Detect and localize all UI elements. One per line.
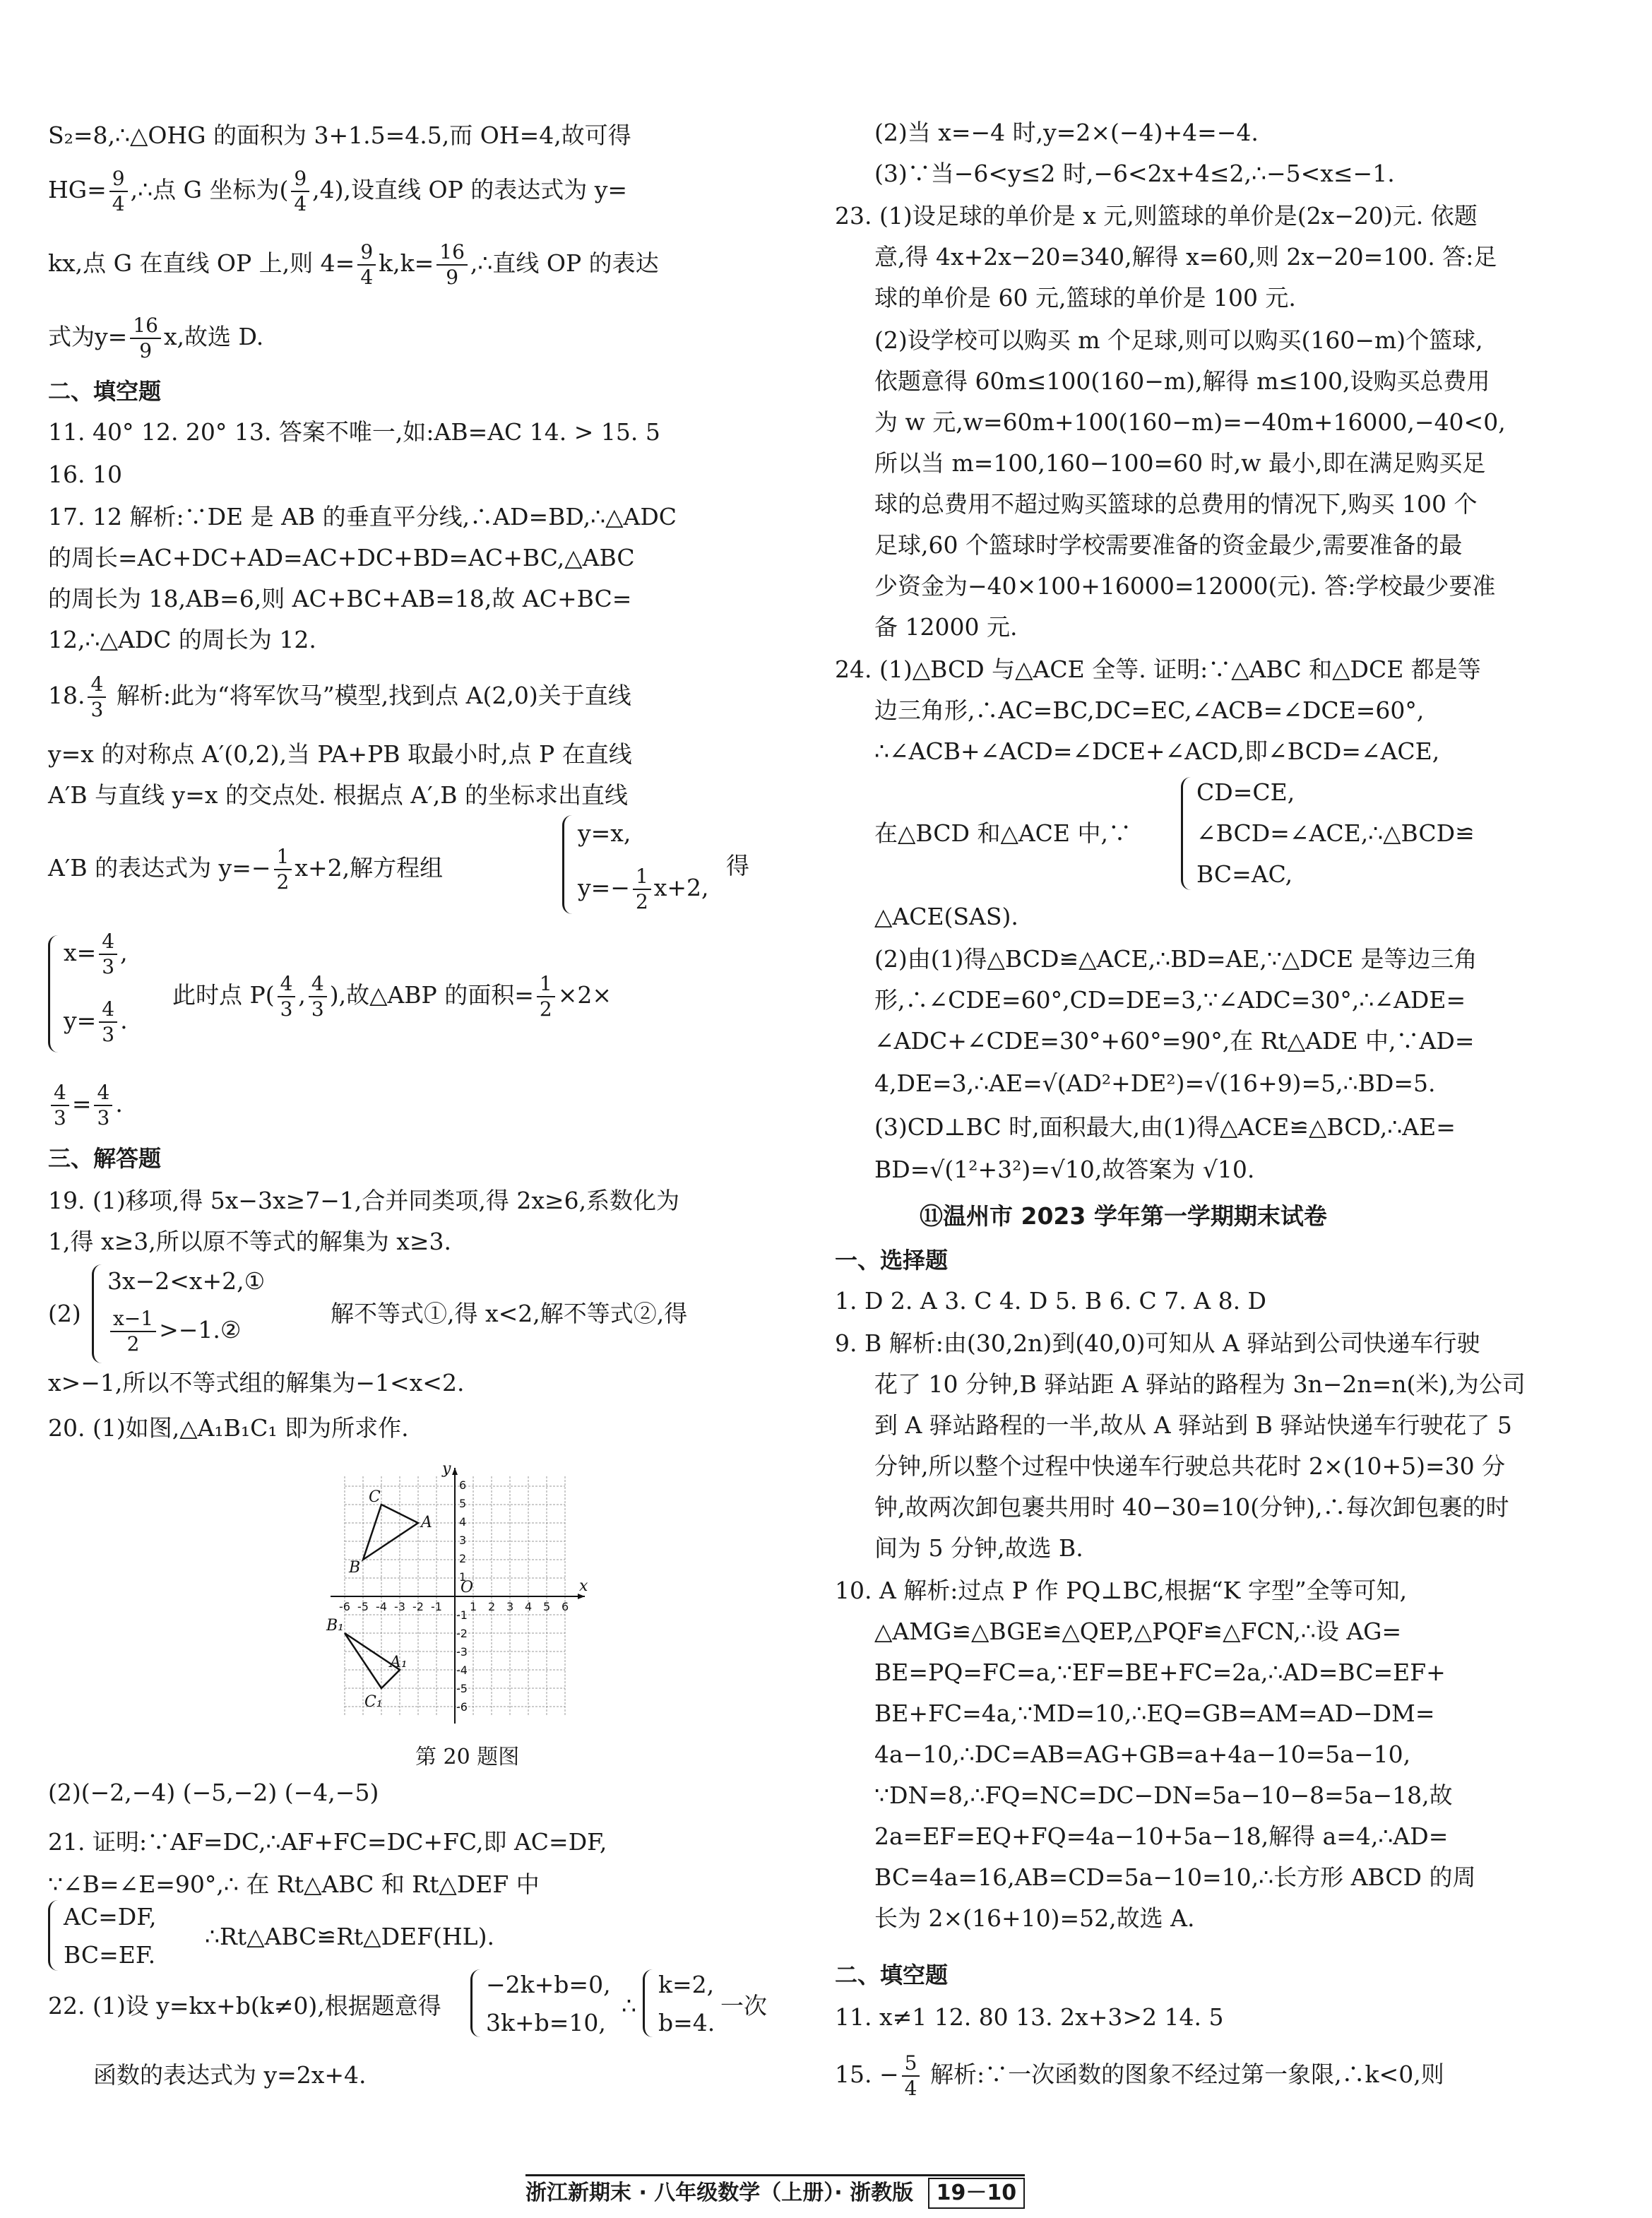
text-line: 1,得 x≥3,所以原不等式的解集为 x≥3. [48, 1228, 451, 1255]
text-line: ∴Rt△ABC≌Rt△DEF(HL). [205, 1923, 494, 1950]
svg-text:-3: -3 [394, 1600, 405, 1613]
svg-text:-5: -5 [357, 1600, 369, 1613]
svg-text:B: B [349, 1559, 361, 1577]
text-line: (2)当 x=−4 时,y=2×(−4)+4=−4. [874, 119, 1259, 146]
footer-title: 浙江新期末 · 八年级数学（上册）· 浙教版 [525, 2181, 914, 2205]
section-heading: 一、选择题 [835, 1247, 949, 1274]
text-line: kx,点 G 在直线 OP 上,则 4= $\frac{9}{4}$ k,k= $\frac{16}{9}$ ,∴直线 OP 的表达 [48, 240, 659, 289]
text-line: 23. (1)设足球的单价是 x 元,则篮球的单价是(2x−20)元. 依题 [835, 202, 1478, 230]
text-line: (3)CD⊥BC 时,面积最大,由(1)得△ACE≌△BCD,∴AE= [874, 1113, 1456, 1141]
text-line: 16. 10 [48, 461, 122, 488]
text-line: 钟,故两次卸包裹共用时 40−30=10(分钟),∴每次卸包裹的时 [874, 1493, 1509, 1521]
text-line: 4,DE=3,∴AE=√(AD²+DE²)=√(16+9)=5,∴BD=5. [874, 1069, 1436, 1097]
text-line: 解不等式①,得 x<2,解不等式②,得 [331, 1300, 688, 1327]
text-line: 到 A 驿站路程的一半,故从 A 驿站到 B 驿站快递车行驶花了 5 [874, 1411, 1512, 1439]
text-line: 22. (1)设 y=kx+b(k≠0),根据题意得 [48, 1992, 441, 2020]
text-line: 函数的表达式为 y=2x+4. [93, 2061, 367, 2089]
text-line: ∴∠ACB+∠ACD=∠DCE+∠ACD,即∠BCD=∠ACE, [874, 737, 1440, 765]
text-line: 依题意得 60m≤100(160−m),解得 m≤100,设购买总费用 [874, 367, 1490, 395]
svg-text:4: 4 [459, 1515, 467, 1529]
text-line: 11. x≠1 12. 80 13. 2x+3>2 14. 5 [835, 2003, 1224, 2031]
svg-text:6: 6 [561, 1600, 569, 1613]
figure-caption: 第 20 题图 [415, 1745, 520, 1769]
svg-text:A₁: A₁ [390, 1654, 408, 1671]
svg-text:3: 3 [506, 1600, 514, 1613]
text-line: 备 12000 元. [874, 613, 1018, 641]
text-line: 间为 5 分钟,故选 B. [874, 1534, 1083, 1562]
equation-system: 3x−2<x+2,① $\frac{x-1}{2}$ >−1.② [92, 1260, 332, 1366]
text-line: BC=4a=16,AB=CD=5a−10=10,∴长方形 ABCD 的周 [874, 1863, 1476, 1891]
text-line: (3)∵当−6<y≤2 时,−6<2x+4≤2,∴−5<x≤−1. [874, 160, 1395, 187]
equation-system: CD=CE, ∠BCD=∠ACE,∴△BCD≌ BC=AC, [1181, 771, 1548, 896]
text-line: BE=PQ=FC=a,∵EF=BE+FC=2a,∴AD=BC=EF+ [874, 1659, 1446, 1686]
svg-text:-5: -5 [456, 1682, 468, 1695]
text-line: 在△BCD 和△ACE 中,∵ [874, 819, 1131, 847]
fraction: $\frac{4}{3}$ [88, 672, 106, 722]
fraction: $\frac{16}{9}$ [130, 314, 161, 363]
text-line: 长为 2×(16+10)=52,故选 A. [874, 1904, 1195, 1932]
equation-system: AC=DF, BC=EF. [48, 1896, 189, 1974]
svg-text:-3: -3 [456, 1645, 468, 1659]
svg-text:-4: -4 [456, 1664, 468, 1677]
text-line: 边三角形,∴AC=BC,DC=EC,∠ACB=∠DCE=60°, [874, 696, 1425, 724]
svg-text:1: 1 [459, 1570, 467, 1584]
text-line: (2) [48, 1300, 81, 1327]
section-heading: 二、填空题 [835, 1962, 949, 1988]
y-axis-label: y [442, 1462, 451, 1478]
svg-text:5: 5 [543, 1600, 551, 1613]
equation-system: k=2, b=4. [643, 1964, 727, 2041]
fraction: $\frac{9}{4}$ [291, 167, 309, 216]
text-line: 形,∴∠CDE=60°,CD=DE=3,∵∠ADC=30°,∴∠ADE= [874, 986, 1466, 1014]
text-line: 9. B 解析:由(30,2n)到(40,0)可知从 A 驿站到公司快递车行驶 [835, 1329, 1480, 1357]
text-line: 19. (1)移项,得 5x−3x≥7−1,合并同类项,得 2x≥6,系数化为 [48, 1187, 680, 1214]
text-line: y=x 的对称点 A′(0,2),当 PA+PB 取最小时,点 P 在直线 [48, 740, 632, 768]
text-line: 意,得 4x+2x−20=340,解得 x=60,则 2x−20=100. 答:足 [874, 243, 1497, 271]
svg-text:1: 1 [470, 1600, 477, 1613]
svg-text:-1: -1 [431, 1600, 442, 1613]
text-line: 少资金为−40×100+16000=12000(元). 答:学校最少要准 [874, 572, 1496, 600]
x-axis-label: x [579, 1577, 588, 1595]
text-line: 2a=EF=EQ+FQ=4a−10+5a−18,解得 a=4,∴AD= [874, 1822, 1449, 1850]
svg-text:-1: -1 [456, 1608, 468, 1622]
equation-system: −2k+b=0, 3k+b=10, [470, 1964, 612, 2041]
text-line: (2)设学校可以购买 m 个足球,则可以购买(160−m)个篮球, [874, 326, 1483, 354]
svg-text:-6: -6 [456, 1700, 468, 1714]
text-line: 球的单价是 60 元,篮球的单价是 100 元. [874, 284, 1296, 312]
text-line: 4a−10,∴DC=AB=AG+GB=a+4a−10=5a−10, [874, 1740, 1411, 1768]
page-number: 19－10 [928, 2178, 1026, 2209]
text-line: 球的总费用不超过购买篮球的总费用的情况下,购买 100 个 [874, 490, 1478, 518]
page-footer [525, 2174, 1025, 2210]
svg-text:-4: -4 [376, 1600, 387, 1613]
text-line: (2)由(1)得△BCD≌△ACE,∴BD=AE,∵△DCE 是等边三角 [874, 945, 1478, 973]
text-line: 一次 [720, 1992, 767, 2020]
text-line: 10. A 解析:过点 P 作 PQ⊥BC,根据“K 字型”全等可知, [835, 1577, 1408, 1604]
text-line: 的周长为 18,AB=6,则 AC+BC+AB=18,故 AC+BC= [48, 585, 632, 612]
text-line: 花了 10 分钟,B 驿站距 A 驿站的路程为 3n−2n=n(米),为公司 [874, 1370, 1526, 1398]
text-line: 15. − $\frac{5}{4}$ 解析:∵一次函数的图象不经过第一象限,∴k<0,则 [835, 2051, 1444, 2100]
svg-text:C: C [369, 1488, 381, 1506]
fraction: $\frac{5}{4}$ [902, 2051, 920, 2101]
svg-text:B₁: B₁ [326, 1617, 344, 1635]
text-line: △ACE(SAS). [874, 903, 1018, 930]
svg-text:5: 5 [459, 1497, 467, 1510]
section-heading: 三、解答题 [48, 1145, 162, 1172]
text-line: 足球,60 个篮球时学校需要准备的资金最少,需要准备的最 [874, 531, 1463, 559]
text-line: 所以当 m=100,160−100=60 时,w 最小,即在满足购买足 [874, 449, 1486, 477]
svg-text:-6: -6 [339, 1600, 350, 1613]
text-line: 12,∴△ADC 的周长为 12. [48, 626, 316, 653]
text-line: 11. 40° 12. 20° 13. 答案不唯一,如:AB=AC 14. > 15. 5 [48, 418, 660, 446]
svg-text:6: 6 [459, 1478, 467, 1492]
svg-text:A: A [421, 1514, 432, 1531]
text-line: 此时点 P( $\frac{4}{3}$ , $\frac{4}{3}$ ),故△ABP 的面积= $\frac{1}{2}$ ×2× [172, 972, 612, 1021]
fraction: $\frac{9}{4}$ [357, 240, 376, 290]
text-line: x>−1,所以不等式组的解集为−1<x<2. [48, 1369, 465, 1396]
svg-text:4: 4 [525, 1600, 533, 1613]
text-line: ∠ADC+∠CDE=30°+60°=90°,在 Rt△ADE 中,∵AD= [874, 1027, 1475, 1055]
text-line: HG= $\frac{9}{4}$ ,∴点 G 坐标为( $\frac{9}{4}$ ,4),设直线 OP 的表达式为 y= [48, 167, 628, 215]
svg-text:2: 2 [459, 1552, 467, 1565]
text-line: △AMG≌△BGE≌△QEP,△PQF≌△FCN,∴设 AG= [874, 1618, 1402, 1645]
text-line: $\frac{4}{3}$ = $\frac{4}{3}$ . [48, 1081, 123, 1130]
fraction: $\frac{1}{2}$ [274, 845, 292, 894]
text-line: 式为y= $\frac{16}{9}$ x,故选 D. [48, 314, 264, 362]
text-line: 得 [726, 852, 749, 879]
text-line: 18. $\frac{4}{3}$ 解析:此为“将军饮马”模型,找到点 A(2,0)关于直线 [48, 672, 631, 721]
paper-title: ⑪温州市 2023 学年第一学期期末试卷 [920, 1202, 1327, 1230]
text-line: 分钟,所以整个过程中快递车行驶总共花时 2×(10+5)=30 分 [874, 1452, 1506, 1480]
svg-text:2: 2 [488, 1600, 496, 1613]
text-line: A′B 与直线 y=x 的交点处. 根据点 A′,B 的坐标求出直线 [48, 781, 628, 809]
text-line: A′B 的表达式为 y=− $\frac{1}{2}$ x+2,解方程组 [48, 845, 444, 894]
fraction: $\frac{16}{9}$ [436, 240, 468, 290]
text-line: BD=√(1²+3²)=√10,故答案为 √10. [874, 1156, 1255, 1183]
svg-text:3: 3 [459, 1534, 467, 1547]
text-line: ∴ [622, 1992, 636, 2020]
text-line: 1. D 2. A 3. C 4. D 5. B 6. C 7. A 8. D [835, 1287, 1267, 1315]
svg-text:-2: -2 [412, 1600, 424, 1613]
text-line: ∵∠B=∠E=90°,∴ 在 Rt△ABC 和 Rt△DEF 中 [48, 1870, 540, 1898]
section-heading: 二、填空题 [48, 378, 162, 405]
text-line: 为 w 元,w=60m+100(160−m)=−40m+16000,−40<0, [874, 408, 1506, 436]
text-line: 21. 证明:∵AF=DC,∴AF+FC=DC+FC,即 AC=DF, [48, 1828, 607, 1856]
text-line: BE+FC=4a,∵MD=10,∴EQ=GB=AM=AD−DM= [874, 1700, 1435, 1727]
origin-label: O [460, 1579, 474, 1596]
text-line: 17. 12 解析:∵DE 是 AB 的垂直平分线,∴AD=BD,∴△ADC [48, 503, 677, 530]
coordinate-grid-figure [323, 1462, 592, 1731]
text-line: 的周长=AC+DC+AD=AC+DC+BD=AC+BC,△ABC [48, 544, 635, 571]
text-line: (2)(−2,−4) (−5,−2) (−4,−5) [48, 1779, 379, 1806]
svg-text:-2: -2 [456, 1627, 468, 1640]
text-line: 24. (1)△BCD 与△ACE 全等. 证明:∵△ABC 和△DCE 都是等 [835, 656, 1481, 683]
svg-text:C₁: C₁ [364, 1693, 383, 1711]
fraction: $\frac{9}{4}$ [109, 167, 128, 216]
text-line: S₂=8,∴△OHG 的面积为 3+1.5=4.5,而 OH=4,故可得 [48, 121, 631, 149]
text-line: ∵DN=8,∴FQ=NC=DC−DN=5a−10−8=5a−18,故 [874, 1781, 1453, 1809]
equation-system: y=x, y=− $\frac{1}{2}$ x+2, [562, 812, 739, 918]
text-line: 20. (1)如图,△A₁B₁C₁ 即为所求作. [48, 1414, 409, 1442]
equation-system: x= $\frac{4}{3}$ , y= $\frac{4}{3}$ . [48, 930, 154, 1057]
